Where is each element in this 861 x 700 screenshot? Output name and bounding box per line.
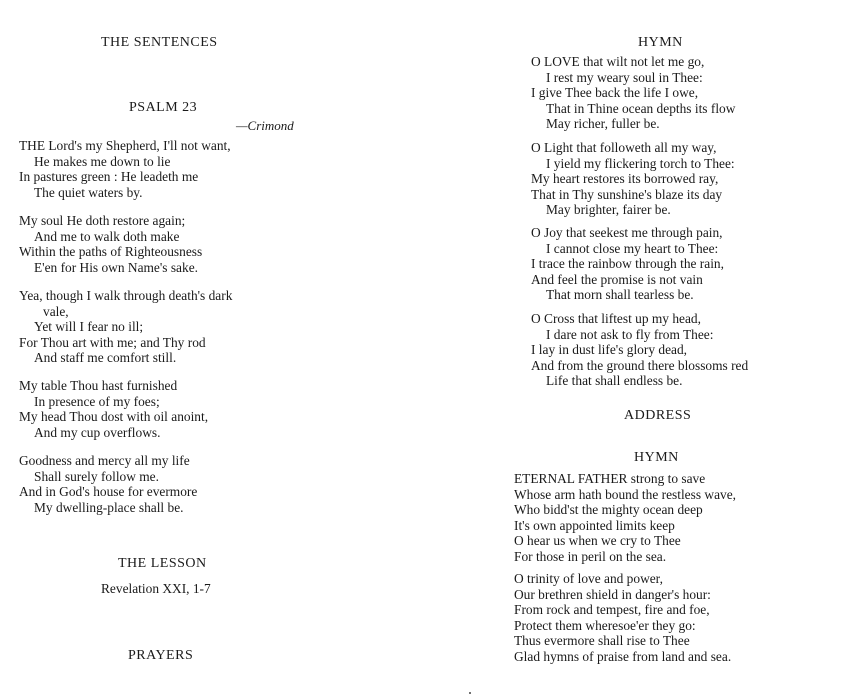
hymn-line: Protect them wheresoe'er they go: bbox=[514, 617, 696, 633]
hymn-line: Thus evermore shall rise to Thee bbox=[514, 633, 690, 648]
psalm-line: Goodness and mercy all my life bbox=[19, 453, 190, 468]
psalm-line: The quiet waters by. bbox=[34, 184, 143, 200]
psalm-stanza bbox=[19, 453, 197, 515]
hymn-stanza bbox=[531, 225, 724, 303]
psalm-line: In presence of my foes; bbox=[34, 393, 160, 409]
psalm-line: For Thou art with me; and Thy rod bbox=[19, 334, 206, 350]
left-page bbox=[0, 0, 430, 700]
address-heading: ADDRESS bbox=[624, 408, 692, 423]
psalm-line: Yea, though I walk through death's dark bbox=[19, 288, 233, 303]
hymn-line: O Joy that seekest me through pain, bbox=[531, 225, 723, 240]
psalm-line: Within the paths of Righteousness bbox=[19, 244, 203, 259]
hymn-line: Who bidd'st the mighty ocean deep bbox=[514, 502, 703, 517]
psalm-line: And me to walk doth make bbox=[34, 228, 180, 244]
psalm-line: And staff me comfort still. bbox=[34, 350, 177, 365]
hymn-line: It's own appointed limits keep bbox=[514, 517, 675, 533]
psalm-line: In pastures green : He leadeth me bbox=[19, 169, 199, 184]
hymn-stanza bbox=[531, 140, 735, 218]
hymn-line: Whose arm hath bound the restless wave, bbox=[514, 486, 736, 502]
hymn-stanza bbox=[531, 311, 748, 389]
hymn-stanza bbox=[531, 54, 735, 132]
psalm-heading: PSALM 23 bbox=[129, 100, 198, 115]
hymn-line: May brighter, fairer be. bbox=[546, 202, 671, 217]
psalm-line: vale, bbox=[43, 303, 69, 319]
psalm-stanza bbox=[19, 378, 208, 440]
hymn-line: I rest my weary soul in Thee: bbox=[546, 69, 703, 85]
psalm-line: E'en for His own Name's sake. bbox=[34, 259, 198, 275]
hymn-stanza bbox=[514, 571, 731, 664]
hymn-line: For those in peril on the sea. bbox=[514, 548, 667, 564]
psalm-line: My head Thou dost with oil anoint, bbox=[19, 409, 209, 424]
right-page bbox=[430, 0, 861, 700]
hymn-line: That in Thine ocean depths its flow bbox=[546, 100, 736, 116]
psalm-line: Yet will I fear no ill; bbox=[34, 319, 144, 334]
prayers-heading: PRAYERS bbox=[128, 648, 194, 663]
hymn-line: O LOVE that wilt not let me go, bbox=[531, 54, 705, 69]
hymn-line: O hear us when we cry to Thee bbox=[514, 533, 681, 548]
psalm-line: And in God's house for evermore bbox=[19, 484, 198, 499]
psalm-line: My table Thou hast furnished bbox=[19, 378, 178, 393]
hymn-line: And feel the promise is not vain bbox=[531, 271, 703, 287]
hymn-line: I yield my flickering torch to Thee: bbox=[546, 155, 735, 171]
sentences-heading: THE SENTENCES bbox=[101, 35, 218, 50]
hymn-line: I trace the rainbow through the rain, bbox=[531, 256, 724, 271]
hymn-line: O trinity of love and power, bbox=[514, 571, 663, 586]
psalm-line: THE Lord's my Shepherd, I'll not want, bbox=[19, 138, 231, 153]
lesson-heading: THE LESSON bbox=[118, 556, 207, 571]
hymn-line: I lay in dust life's glory dead, bbox=[531, 342, 687, 357]
hymn-line: I give Thee back the life I owe, bbox=[531, 85, 699, 100]
psalm-stanza bbox=[19, 288, 232, 366]
hymn-line: That in Thy sunshine's blaze its day bbox=[531, 186, 723, 202]
hymn-line: O Light that followeth all my way, bbox=[531, 140, 717, 155]
hymn-stanza bbox=[514, 471, 736, 564]
psalm-stanza bbox=[19, 213, 202, 275]
hymn-line: O Cross that liftest up my head, bbox=[531, 311, 701, 326]
psalm-line: My soul He doth restore again; bbox=[19, 213, 186, 228]
hymn-line: I cannot close my heart to Thee: bbox=[546, 240, 719, 256]
hymn-line: Life that shall endless be. bbox=[546, 373, 683, 388]
hymn-line: And from the ground there blossoms red bbox=[531, 357, 749, 373]
psalm-tune: —Crimond bbox=[236, 118, 294, 133]
hymn-line: I dare not ask to fly from Thee: bbox=[546, 326, 714, 342]
hymn-line: May richer, fuller be. bbox=[546, 116, 660, 131]
psalm-line: He makes me down to lie bbox=[34, 153, 171, 169]
hymn1-heading: HYMN bbox=[638, 35, 683, 50]
psalm-line: My dwelling-place shall be. bbox=[34, 499, 184, 515]
lesson-reference: Revelation XXI, 1-7 bbox=[101, 581, 211, 596]
psalm-line: Shall surely follow me. bbox=[34, 468, 159, 484]
hymn-line: Glad hymns of praise from land and sea. bbox=[514, 648, 732, 664]
hymn-line: That morn shall tearless be. bbox=[546, 287, 694, 302]
hymn-line: ETERNAL FATHER strong to save bbox=[514, 471, 706, 486]
hymn-line: From rock and tempest, fire and foe, bbox=[514, 602, 710, 617]
hymn-line: Our brethren shield in danger's hour: bbox=[514, 586, 711, 602]
psalm-stanza bbox=[19, 138, 231, 200]
hymn-line: My heart restores its borrowed ray, bbox=[531, 171, 719, 186]
psalm-line: And my cup overflows. bbox=[34, 424, 161, 440]
hymn2-heading: HYMN bbox=[634, 450, 679, 465]
print-speck bbox=[469, 692, 471, 694]
